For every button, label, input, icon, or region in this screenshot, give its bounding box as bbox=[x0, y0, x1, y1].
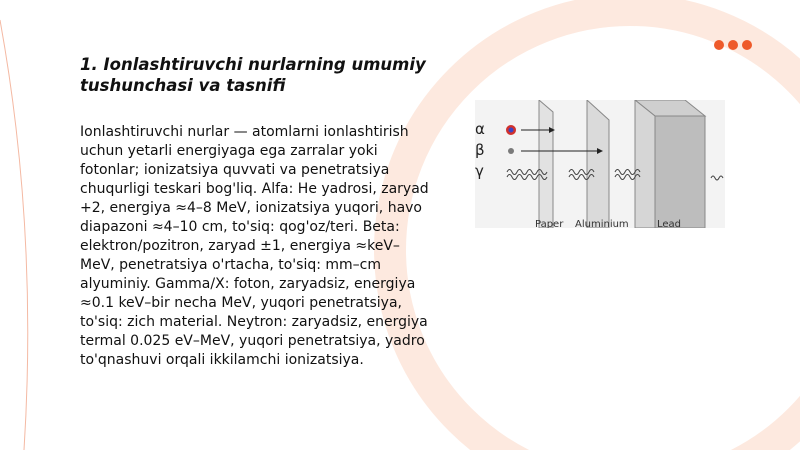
decor-dot bbox=[742, 40, 752, 50]
alpha-symbol: α bbox=[475, 120, 485, 138]
aluminium-label: Aluminium bbox=[575, 219, 629, 228]
paper-sheet bbox=[539, 100, 553, 228]
paper-label: Paper bbox=[535, 219, 564, 228]
decor-dot bbox=[714, 40, 724, 50]
lead-block-front bbox=[655, 116, 705, 228]
aluminium-sheet bbox=[587, 100, 609, 228]
beta-particle-icon bbox=[508, 148, 514, 154]
lead-block-side bbox=[635, 100, 655, 228]
decor-dot bbox=[728, 40, 738, 50]
beta-symbol: β bbox=[475, 141, 485, 159]
slide-body-text: Ionlashtiruvchi nurlar — atomlarni ionlashtirish uchun yetarli energiyaga ega zarralar yoki fotonlar; ionizatsiya quvvati va penetratsiya chuqurligi teskari bog'liq. Alfa: He yadrosi, zaryad +2, energiya ≈4–8 MeV, ionizatsiya yuqori, havo diapazoni ≈4–10 cm, to'siq: qog'oz/teri. Beta: elektron/pozitron, zaryad ±1, energiya ≈keV–MeV, penetratsiya o'rtacha, to'siq: mm–cm alyuminiy. Gamma/X: foton, zaryadsiz, energiya ≈0.1 keV–bir necha MeV, yuqori penetratsiya, to'siq: zich material. Neytron: zaryadsiz, energiya termal 0.025 eV–MeV, yuqori penetratsiya, yadro to'qnashuvi orqali ikkilamchi ionizatsiya. bbox=[80, 124, 429, 368]
radiation-penetration-figure bbox=[475, 100, 725, 228]
lead-label: Lead bbox=[657, 219, 682, 228]
slide-title: 1. Ionlashtiruvchi nurlarning umumiy tushunchasi va tasnifi bbox=[80, 55, 426, 95]
decor-left-line bbox=[0, 20, 28, 450]
gamma-symbol: γ bbox=[475, 162, 484, 180]
decor-dots bbox=[714, 40, 752, 50]
